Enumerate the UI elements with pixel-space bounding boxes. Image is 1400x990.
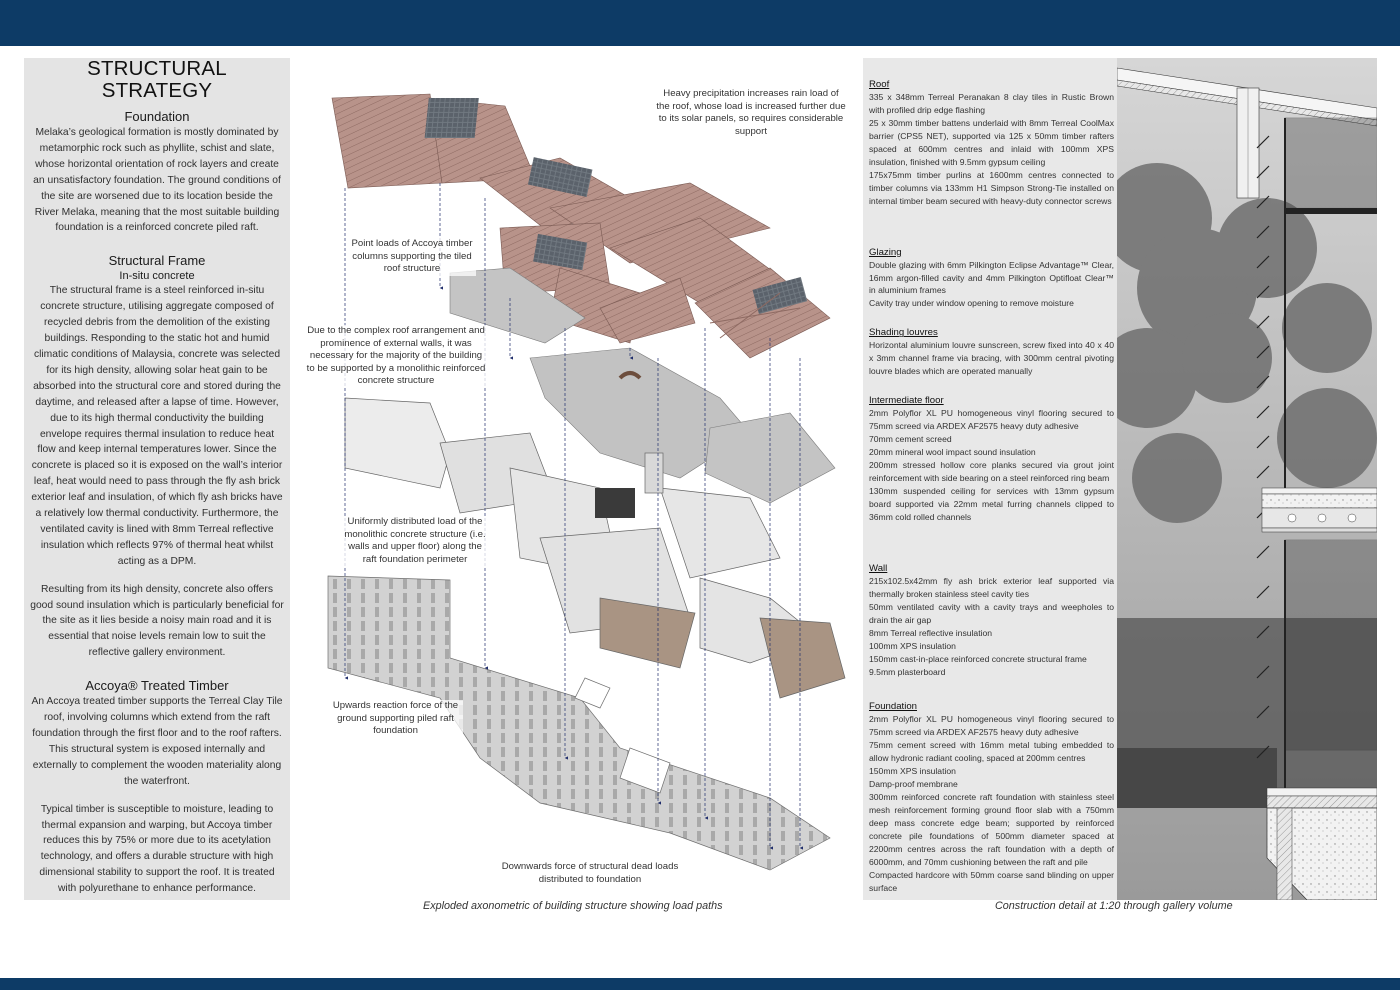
spec-floor-heading: Intermediate floor bbox=[869, 395, 944, 407]
spec-line: Damp-proof membrane bbox=[869, 779, 958, 790]
spec-line: 75mm cement screed with 16mm metal tubing embedded to allow hydronic radiant cooling, spaced at 200mm centres bbox=[869, 740, 1114, 764]
spec-line: 2mm Polyflor XL PU homogeneous vinyl flooring secured to 75mm screed via ARDEX AF2575 heavy duty adhesive bbox=[869, 408, 1114, 432]
spec-shading-heading: Shading louvres bbox=[869, 327, 938, 339]
foundation-text: Melaka’s geological formation is mostly dominated by metamorphic rock such as phyllite, schist and slate, whose horizontal orientation of rock layers and create an unsatisfactory foundation. The ground conditions of the site are worsened due to its location beside the River Melaka, meaning that the most suitable building foundation is a reinforced concrete piled raft. bbox=[33, 127, 281, 234]
frame-text-2: Resulting from its high density, concrete also offers good sound insulation which is particularly beneficial for the site as it lies beside a noisy main road and it is essential that noise levels remain low to suit the reflective gallery environment. bbox=[30, 583, 284, 659]
axonometric-drawing bbox=[300, 58, 855, 906]
specification-panel bbox=[863, 58, 1117, 900]
callout-monolithic-walls: Due to the complex roof arrangement and prominence of external walls, it was necessary for the majority of the building to be supported by a monolithic reinforced concrete structure bbox=[306, 325, 486, 387]
spec-line: 200mm stressed hollow core planks secured via grout joint reinforcement with side bearing on a steel reinforced ring beam bbox=[869, 460, 1114, 484]
exploded-axonometric bbox=[300, 58, 855, 912]
detail-caption: Construction detail at 1:20 through gallery volume bbox=[995, 900, 1233, 912]
timber-text: An Accoya treated timber supports the Terreal Clay Tile roof, involving columns which extend from the raft foundation through the first floor and to the roof rafters. This structural system is exposed internally and externally to complement the wooden materiality along the waterfront. bbox=[31, 696, 283, 787]
construction-detail bbox=[1117, 58, 1377, 900]
callout-rain-load: Heavy precipitation increases rain load of the roof, whose load is increased further due to its solar panels, so requires considerable support bbox=[656, 88, 846, 137]
spec-wall bbox=[869, 562, 1114, 679]
spec-line: Horizontal aluminium louvre sunscreen, screw fixed into 40 x 40 x 3mm channel frame via bracing, with 300mm central pivoting louvre blades which are operated manually bbox=[869, 340, 1114, 377]
timber-heading: Accoya® Treated Timber bbox=[85, 678, 229, 694]
spec-glazing-heading: Glazing bbox=[869, 246, 902, 258]
spec-line: 8mm Terreal reflective insulation bbox=[869, 627, 993, 638]
callout-dead-loads: Downwards force of structural dead loads distributed to foundation bbox=[501, 861, 679, 885]
spec-line: 150mm XPS insulation bbox=[869, 766, 956, 777]
spec-wall-heading: Wall bbox=[869, 562, 888, 574]
spec-line: 100mm XPS insulation bbox=[869, 640, 956, 651]
spec-line: Compacted hardcore with 50mm coarse sand blinding on upper surface bbox=[869, 869, 1114, 893]
frame-subheading: In-situ concrete bbox=[119, 270, 195, 283]
spec-line: 25 x 30mm timber battens underlaid with 8mm Terreal CoolMax barrier (CPS5 NET), supported via 125 x 50mm timber rafters spaced at 600mm centres and inlaid with 100mm XPS insulation, finished with 9.5mm gypsum ceiling bbox=[869, 117, 1114, 167]
construction-detail-drawing bbox=[1117, 58, 1377, 900]
callout-reaction-force: Upwards reaction force of the ground supporting piled raft foundation bbox=[328, 700, 463, 738]
spec-line: 50mm ventilated cavity with a cavity trays and weepholes to drain the air gap bbox=[869, 601, 1114, 625]
intermediate-floor-section bbox=[1262, 488, 1377, 532]
spec-line: 300mm reinforced concrete raft foundation with stainless steel mesh reinforcement forming ground floor slab with a 750mm deep mass concrete edge beam; supported by reinforced concrete pile foundations of 500mm diameter spaced at 2200mm centres across the raft foundation with a depth of 6000mm, and 70mm cushioning between the raft and pile bbox=[869, 792, 1114, 867]
spec-roof-heading: Roof bbox=[869, 79, 890, 90]
spec-line: Double glazing with 6mm Pilkington Eclipse Advantage™ Clear, 16mm argon-filled cavity and 4mm Pilkington Optifloat Clear™ in aluminium frames bbox=[869, 259, 1114, 296]
spec-foundation bbox=[869, 700, 1114, 894]
spec-foundation-heading: Foundation bbox=[869, 701, 918, 713]
page-title: STRUCTURAL STRATEGY bbox=[87, 58, 227, 102]
spec-glazing bbox=[869, 246, 1114, 311]
spec-line: Cavity tray under window opening to remove moisture bbox=[869, 298, 1074, 309]
spec-line: 9.5mm plasterboard bbox=[869, 666, 946, 677]
spec-line: 130mm suspended ceiling for services with 13mm gypsum board supported via 22mm metal furring channels clipped to 36mm cold rolled channels bbox=[869, 485, 1114, 522]
spec-roof bbox=[869, 78, 1114, 208]
spec-line: 20mm mineral wool impact sound insulation bbox=[869, 447, 1036, 458]
spec-line: 150mm cast-in-place reinforced concrete structural frame bbox=[869, 653, 1087, 664]
axonometric-caption: Exploded axonometric of building structure showing load paths bbox=[423, 900, 723, 912]
top-banner bbox=[0, 0, 1400, 46]
callout-point-loads: Point loads of Accoya timber columns supporting the tiled roof structure bbox=[348, 238, 476, 276]
timber-text-2: Typical timber is susceptible to moisture, leading to thermal expansion and warping, but Accoya timber reduces this by 75% or more due to its acetylation technology, and offers a durable structure with high dimensional stability to support the roof. It is treated with polyurethane to enhance performance. bbox=[39, 803, 275, 895]
foundation-section bbox=[1267, 788, 1377, 900]
callout-distributed-load: Uniformly distributed load of the monolithic concrete structure (i.e. walls and upper floor) along the raft foundation perimeter bbox=[340, 516, 490, 566]
spec-line: 215x102.5x42mm fly ash brick exterior leaf supported via thermally broken stainless steel cavity ties bbox=[869, 575, 1114, 599]
spec-intermediate-floor bbox=[869, 394, 1114, 524]
spec-line: 2mm Polyflor XL PU homogeneous vinyl flooring secured to 75mm screed via ARDEX AF2575 heavy duty adhesive bbox=[869, 714, 1114, 738]
spec-line: 70mm cement screed bbox=[869, 434, 952, 445]
spec-shading bbox=[869, 326, 1114, 378]
spec-line: 335 x 348mm Terreal Peranakan 8 clay tiles in Rustic Brown with profiled drip edge flashing bbox=[869, 92, 1114, 115]
strategy-text-panel bbox=[24, 58, 290, 900]
frame-text: The structural frame is a steel reinforced in-situ concrete structure, utilising aggregate composed of recycled debris from the demolition of the existing buildings. Responding to the static hot and humid climatic conditions of Malaysia, concrete was selected for its high density, allowing solar heat gain to be absorbed into the structural core and stored during the daytime, and released after a lapse of time. However, due to its high thermal conductivity the building envelope requires thermal insulation to reduce heat flow and keep internal temperatures lower. Since the concrete is placed so it is exposed on the wall’s interior leaf, heat would need to pass through the fly ash brick exterior leaf and insulation, of which fly ash bricks have a relatively low thermal conductivity. Furthermore, the ventilated cavity is lined with 8mm Terreal reflective insulation which reflects 97% of thermal heat whilst acting as a DPM. bbox=[31, 285, 283, 567]
frame-heading: Structural Frame bbox=[108, 253, 206, 269]
bottom-banner bbox=[0, 978, 1400, 990]
foundation-heading: Foundation bbox=[124, 109, 190, 124]
spec-line: 175x75mm timber purlins at 1600mm centres connected to timber columns via 133mm H1 Simpson Strong-Tie installed on internal timber beam secured with heavy-duty connector screws bbox=[869, 169, 1114, 206]
